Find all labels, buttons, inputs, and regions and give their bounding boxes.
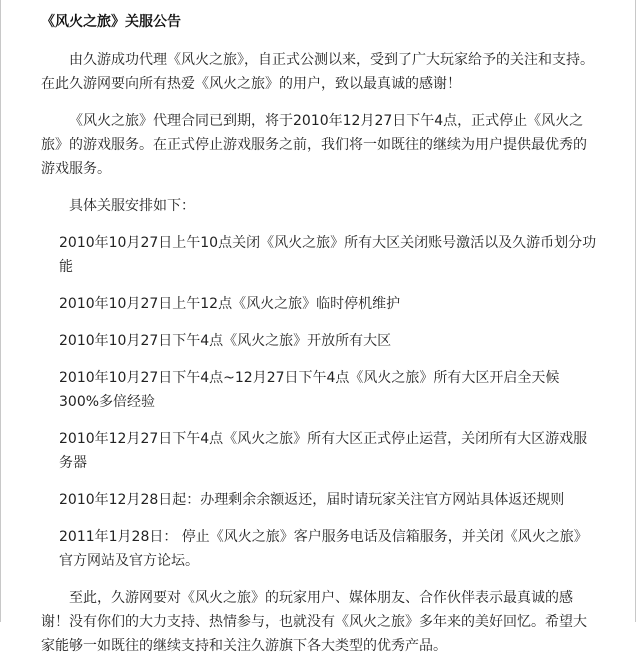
intro-paragraph: 由久游成功代理《风火之旅》，自正式公测以来，受到了广大玩家给予的关注和支持。在此久游网要向所有热爱《风火之旅》的用户，致以最真诚的感谢！ (41, 52, 594, 92)
schedule-item: 2010年12月27日下午4点《风火之旅》所有大区正式停止运营，关闭所有大区游戏服务器 (59, 431, 588, 471)
schedule-item: 2010年12月28日起：办理剩余余额返还，届时请玩家关注官方网站具体返还规则 (59, 492, 565, 508)
schedule-item: 2010年10月27日下午4点《风火之旅》开放所有大区 (59, 333, 392, 349)
announcement-title: 《风火之旅》关服公告 (41, 14, 181, 30)
schedule-item: 2010年10月27日上午10点关闭《风火之旅》所有大区关闭账号激活以及久游币划分功能 (59, 235, 597, 275)
schedule-heading: 具体关服安排如下： (69, 198, 195, 214)
schedule-item: 2010年10月27日上午12点《风火之旅》临时停机维护 (59, 296, 401, 312)
schedule-item: 2010年10月27日下午4点~12月27日下午4点《风火之旅》所有大区开启全天候300%多倍经验 (59, 370, 560, 410)
notice-paragraph: 《风火之旅》代理合同已到期，将于2010年12月27日下午4点，正式停止《风火之旅》的游戏服务。在正式停止游戏服务之前，我们将一如既往的继续为用户提供最优秀的游戏服务。 (41, 113, 587, 177)
schedule-item: 2011年1月28日： 停止《风火之旅》客户服务电话及信箱服务，并关闭《风火之旅》官方网站及官方论坛。 (59, 529, 588, 569)
announcement-body (41, 10, 597, 670)
closing-paragraph: 至此，久游网要对《风火之旅》的玩家用户、媒体朋友、合作伙伴表示最真诚的感谢！没有你们的大力支持、热情参与，也就没有《风火之旅》多年来的美好回忆。希望大家能够一如既往的继续支持和关注久游旗下各大类型的优秀产品。 (41, 590, 587, 654)
